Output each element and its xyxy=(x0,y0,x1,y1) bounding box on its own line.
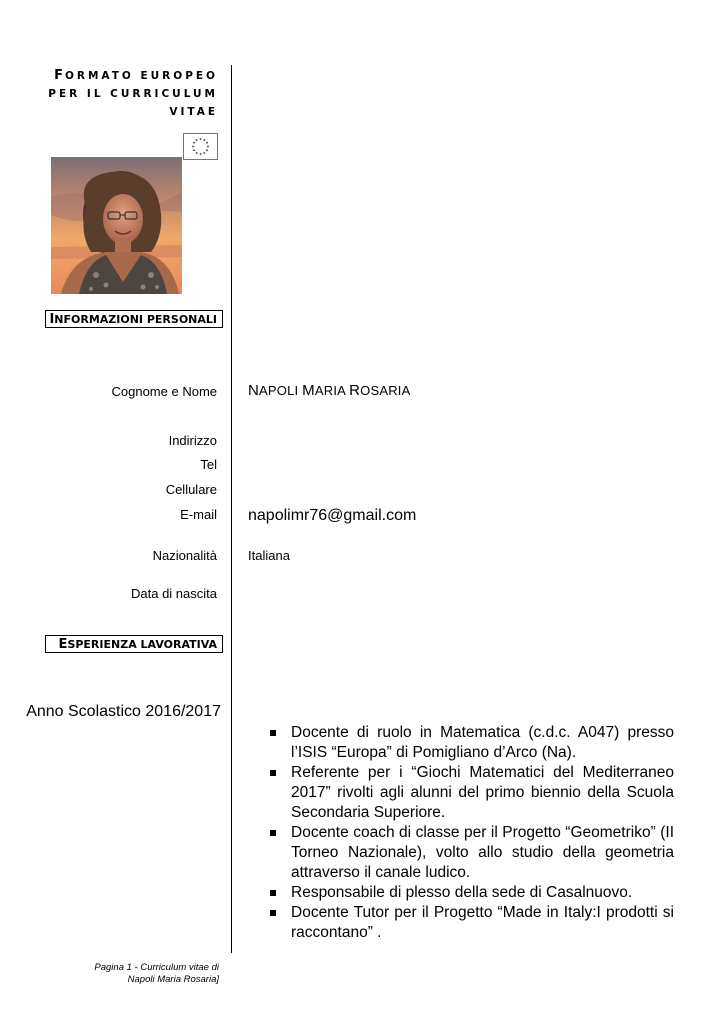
portrait-photo xyxy=(51,157,182,294)
list-item: Referente per i “Giochi Matematici del Mediterraneo 2017” rivolti agli alunni del primo biennio della Scuola Secondaria Superiore. xyxy=(270,763,674,823)
bullet-icon xyxy=(270,910,276,916)
duties-list xyxy=(270,723,674,943)
list-item: Docente di ruolo in Matematica (c.d.c. A047) presso l’ISIS “Europa” di Pomigliano d’Arco (Na). xyxy=(270,723,674,763)
eu-flag-icon xyxy=(183,133,218,160)
email-label: E-mail xyxy=(180,507,217,522)
work-period: Anno Scolastico 2016/2017 xyxy=(26,703,221,720)
cv-format-title-line3: VITAE xyxy=(169,106,218,118)
mobile-label: Cellulare xyxy=(165,482,217,497)
birth-date-label: Data di nascita xyxy=(131,586,217,601)
nationality-value: Italiana xyxy=(248,548,290,563)
name-value: NAPOLI MARIA ROSARIA xyxy=(248,382,411,399)
tel-label: Tel xyxy=(200,457,217,472)
list-item: Responsabile di plesso della sede di Casalnuovo. xyxy=(270,883,674,903)
list-item: Docente coach di classe per il Progetto “Geometriko” (II Torneo Nazionale), volto allo studio della geometria attraverso il canale ludico. xyxy=(270,823,674,883)
section-work-experience: ESPERIENZA LAVORATIVA xyxy=(45,635,223,653)
footer-line2: Napoli Maria Rosaria] xyxy=(127,974,219,985)
bullet-icon xyxy=(270,730,276,736)
bullet-icon xyxy=(270,830,276,836)
nationality-label: Nazionalità xyxy=(152,548,217,563)
list-item: Docente Tutor per il Progetto “Made in Italy:I prodotti si raccontano” . xyxy=(270,903,674,943)
column-divider xyxy=(231,65,232,953)
section-personal-info: INFORMAZIONI PERSONALI xyxy=(45,310,223,328)
footer-line1: Pagina 1 - Curriculum vitae di xyxy=(94,962,219,973)
bullet-icon xyxy=(270,770,276,776)
address-label: Indirizzo xyxy=(168,433,217,448)
bullet-icon xyxy=(270,890,276,896)
cv-format-title-line2: PER IL CURRICULUM xyxy=(48,88,218,100)
email-value: napolimr76@gmail.com xyxy=(248,507,417,524)
name-label: Cognome e Nome xyxy=(111,384,217,399)
cv-format-title-line1: FORMATO EUROPEO xyxy=(54,68,218,83)
